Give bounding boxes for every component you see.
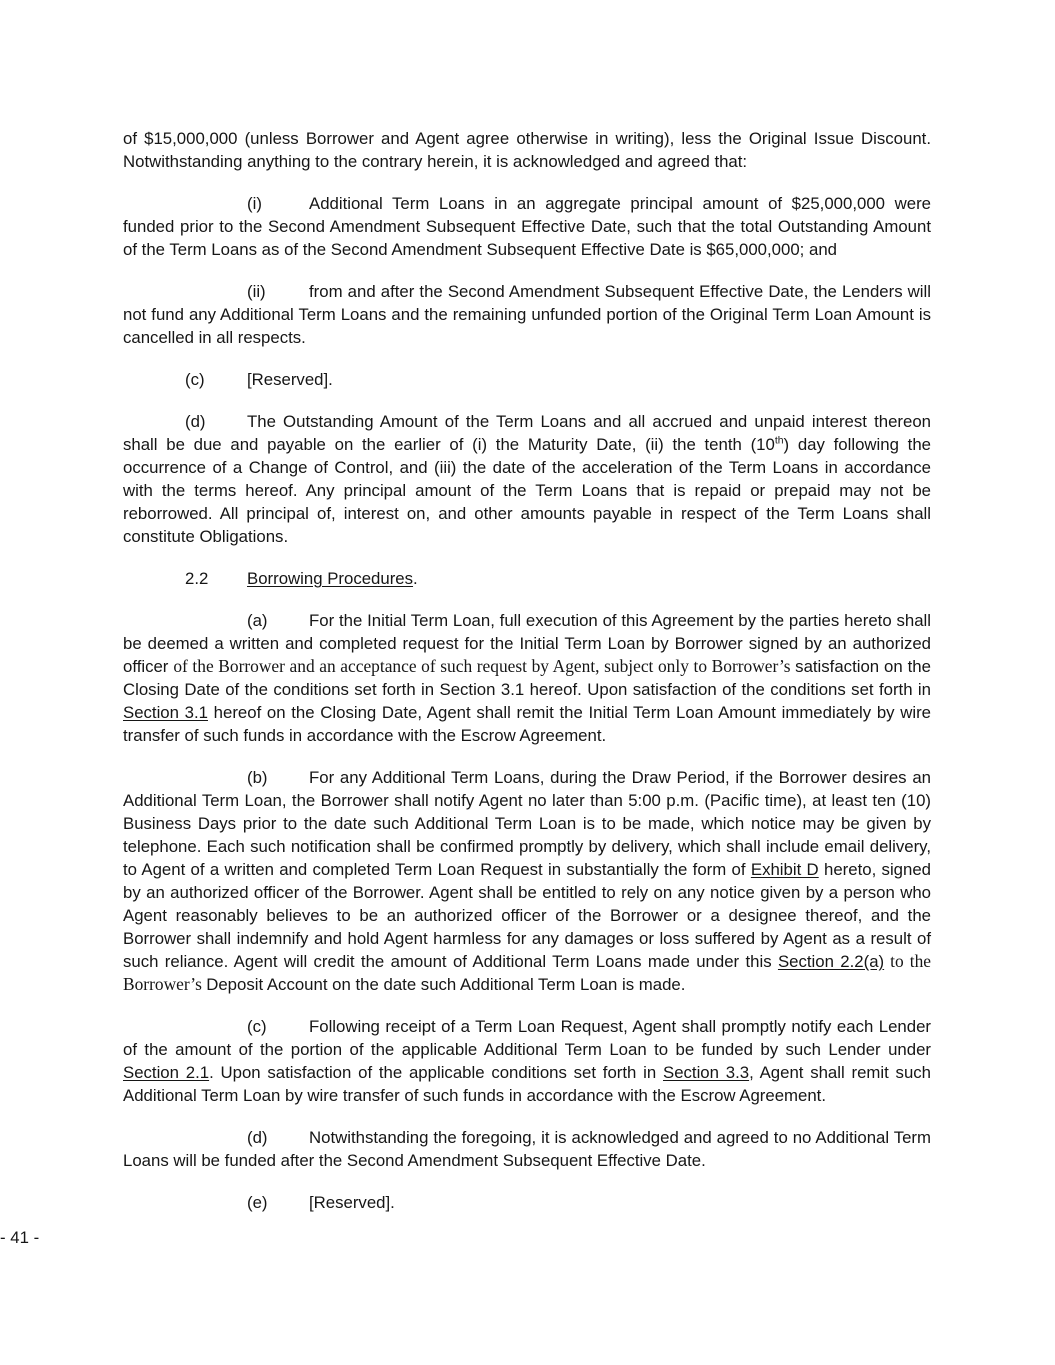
- paragraph-label: (i): [247, 194, 262, 213]
- paragraph-clause-ii: [123, 280, 931, 349]
- paragraph-label: (ii): [247, 282, 266, 301]
- paragraph-label: (b): [247, 768, 268, 787]
- text-segment-u: Section 3.1: [123, 703, 208, 722]
- text-segment: Following receipt of a Term Loan Request, Agent shall promptly notify each Lender of the amount of the portion of the applicable Additional Term Loan to be funded by such Lender under: [123, 1017, 931, 1059]
- text-segment: Additional Term Loans in an aggregate principal amount of $25,000,000 were funded prior to the Second Amendment Subsequent Effective Date, such that the total Outstanding Amount of the Term Loans as of the Second Amendment Subsequent Effective Date is $65,000,000; and: [123, 194, 931, 259]
- text-segment: The Outstanding Amount of the Term Loans and all accrued and unpaid interest thereon shall be due and payable on the earlier of (i) the Maturity Date, (ii) the tenth (10: [123, 412, 931, 454]
- text-segment-serif: to the Borrower’s: [123, 951, 931, 994]
- text-segment: .: [413, 569, 418, 588]
- text-segment: For the Initial Term Loan, full execution of this Agreement by the parties hereto shall be deemed a written and completed request for the Initial Term Loan by Borrower signed by an authorized officer: [123, 611, 931, 676]
- paragraph-label: (c): [185, 370, 205, 389]
- paragraph-label: (a): [247, 611, 268, 630]
- paragraph-clause-i: [123, 192, 931, 261]
- paragraph-label: (e): [247, 1193, 268, 1212]
- text-segment: Deposit Account on the date such Additional Term Loan is made.: [206, 975, 686, 994]
- text-segment-serif: of the Borrower and an acceptance of such request by Agent, subject only to Borrower’s: [173, 656, 796, 676]
- text-segment: . Upon satisfaction of the applicable conditions set forth in: [209, 1063, 663, 1082]
- text-segment: [Reserved].: [247, 370, 333, 389]
- paragraph-clause-e-reserved: [123, 1191, 931, 1214]
- text-segment: of $15,000,000 (unless Borrower and Agent agree otherwise in writing), less the Original Issue Discount. Notwithstanding anything to the contrary herein, it is acknowledged and agreed that:: [123, 129, 931, 171]
- paragraph-section-2-2-heading: [123, 567, 931, 590]
- text-segment: Notwithstanding the foregoing, it is acknowledged and agreed to no Additional Term Loans will be funded after the Second Amendment Subsequent Effective Date.: [123, 1128, 931, 1170]
- text-segment: ) day following the occurrence of a Change of Control, and (iii) the date of the acceleration of the Term Loans in accordance with the terms hereof. Any principal amount of the Term Loans that is repaid or prepaid may not be reborrowed. All principal of, interest on, and other amounts payable in respect of the Term Loans shall constitute Obligations.: [123, 435, 931, 546]
- text-segment-sup: th: [774, 435, 784, 447]
- text-segment: For any Additional Term Loans, during the Draw Period, if the Borrower desires an Additional Term Loan, the Borrower shall notify Agent no later than 5:00 p.m. (Pacific time), at least ten (10) Business Days prior to the date such Additional Term Loan is to be made, which notice may be given by telephone. Each such notification shall be confirmed promptly by delivery, which shall include email delivery, to Agent of a written and completed Term Loan Request in substantially the form of: [123, 768, 931, 879]
- text-segment-u: Borrowing Procedures: [247, 569, 414, 588]
- text-segment: hereto, signed by an authorized officer of the Borrower. Agent shall be entitled to rely on any notice given by a person who Agent reasonably believes to be an authorized officer of the Borrower or a designee thereof, and the Borrower shall indemnify and hold Agent harmless for any damages or loss suffered by Agent as a result of such reliance. Agent will credit the amount of Additional Term Loans made under this: [123, 860, 932, 971]
- page-number: - 41 -: [0, 1228, 40, 1247]
- paragraph-clause-d-notwithstanding: [123, 1126, 931, 1172]
- text-segment-u: Section 2.1: [123, 1063, 210, 1082]
- paragraph-clause-c-term-loan-request: [123, 1015, 931, 1107]
- paragraph-clause-d-outstanding-amount: [123, 410, 931, 548]
- text-segment-u: Section 3.3: [663, 1063, 750, 1082]
- paragraph-label: 2.2: [185, 569, 209, 588]
- text-segment: from and after the Second Amendment Subsequent Effective Date, the Lenders will not fund any Additional Term Loans and the remaining unfunded portion of the Original Term Loan Amount is cancelled in all respects.: [123, 282, 931, 347]
- paragraph-label: (d): [247, 1128, 268, 1147]
- paragraph-label: (d): [185, 412, 206, 431]
- text-segment-u: Section 2.2(a): [777, 952, 885, 971]
- text-segment: , Agent shall remit such Additional Term Loan by wire transfer of such funds in accordance with the Escrow Agreement.: [123, 1063, 931, 1105]
- paragraph-label: (c): [247, 1017, 267, 1036]
- text-segment: [Reserved].: [309, 1193, 395, 1212]
- text-segment: hereof on the Closing Date, Agent shall remit the Initial Term Loan Amount immediately by wire transfer of such funds in accordance with the Escrow Agreement.: [123, 703, 931, 745]
- paragraph-clause-b-additional-term-loans: [123, 766, 931, 996]
- paragraph-clause-c-reserved: [123, 368, 931, 391]
- paragraph-clause-a-initial-term-loan: [123, 609, 931, 747]
- paragraph-intro-continuation: [123, 127, 931, 173]
- document-body: [123, 127, 931, 1233]
- text-segment-u: Exhibit D: [750, 860, 819, 879]
- text-segment: satisfaction on the Closing Date of the conditions set forth in Section 3.1 hereof. Upon satisfaction of the conditions set forth in: [123, 657, 931, 699]
